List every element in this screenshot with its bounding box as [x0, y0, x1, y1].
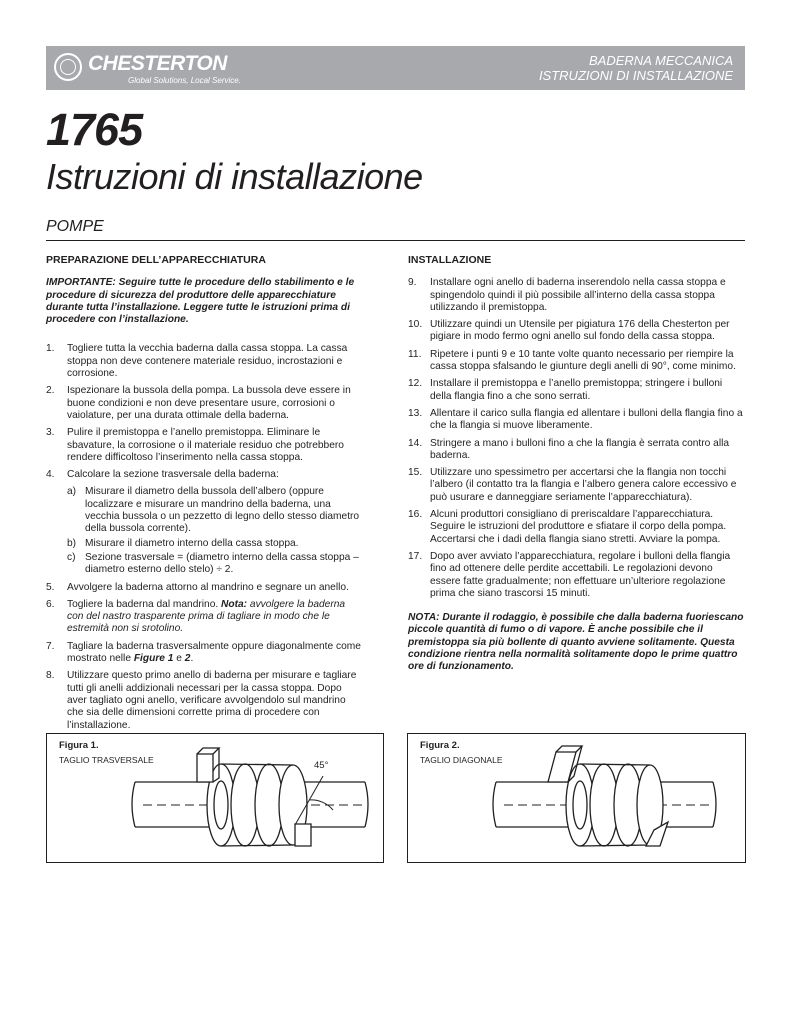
figure-1	[46, 733, 384, 863]
list-item	[408, 438, 746, 463]
step-text: Stringere a mano i bulloni fino a che la flangia è serrata contro alla baderna.	[430, 437, 730, 461]
header-line-1: BADERNA MECCANICA	[589, 53, 733, 68]
step-text: e	[173, 653, 185, 665]
step-number: 16.	[408, 509, 423, 521]
step-text: Allentare il carico sulla flangia ed allentare i bulloni della flangia fino a che la flangia si muove liberamente.	[430, 407, 743, 432]
step-number: 17.	[408, 550, 423, 562]
header-doc-type	[539, 53, 733, 83]
figure-2-label: Figura 2.	[420, 740, 460, 751]
step-text: Installare ogni anello di baderna inserendolo nella cassa stoppa e spingendolo quindi il più possibile all’interno della cassa stoppa utilizzando il premistoppa.	[430, 277, 726, 313]
step-number: 5.	[46, 581, 55, 593]
figure-ref: Figure 1	[133, 653, 174, 665]
list-item	[408, 509, 746, 546]
section-divider	[46, 240, 745, 241]
step-text: .	[190, 653, 194, 665]
step-number: 13.	[408, 407, 423, 419]
sub-steps	[67, 486, 364, 576]
step-text: Utilizzare uno spessimetro per accertarsi che la flangia non tocchi l’albero (il contatto tra la flangia e l’albero genera calore eccessivo e può usurare e danneggiare seriamente l’apparecchiatura).	[430, 467, 737, 503]
list-item	[46, 469, 364, 576]
page-title: Istruzioni di installazione	[46, 156, 423, 197]
step-text: Installare il premistoppa e l’anello premistoppa; stringere i bulloni della flangia fino a che sono serrati.	[430, 378, 723, 402]
step-text: Utilizzare questo primo anello di baderna per misurare e tagliare tutti gli anelli addizionali necessari per la cassa stoppa. Dopo aver tagliato ogni anello, verificare avvolgendolo sul mandrino che sia delle dimensioni corrette prima di procedere con l’installazione.	[67, 670, 357, 731]
step-text: Ripetere i punti 9 e 10 tante volte quanto necessario per riempire la cassa stoppa sfalsando le giunture degli anelli di 90°, come minimo.	[430, 348, 736, 373]
figure-1-caption: TAGLIO TRASVERSALE	[59, 755, 154, 765]
step-number: 8.	[46, 670, 55, 682]
list-item	[408, 378, 746, 403]
sub-item	[67, 486, 364, 535]
brand-tagline: Global Solutions, Local Service.	[128, 76, 241, 85]
sub-step-letter: b)	[67, 537, 77, 549]
list-item	[46, 641, 364, 666]
installation-heading: INSTALLAZIONE	[408, 254, 492, 266]
step-number: 11.	[408, 348, 422, 360]
step-number: 12.	[408, 378, 423, 390]
step-number: 2.	[46, 385, 55, 397]
installation-column	[408, 254, 746, 684]
header-bar	[46, 46, 745, 90]
brand-name: CHESTERTON	[88, 52, 227, 75]
step-number: 3.	[46, 427, 55, 439]
list-item	[408, 349, 746, 374]
step-text: Togliere tutta la vecchia baderna dalla cassa stoppa. La cassa stoppa non deve contenere materiale residuo, incrostazioni e corrosione.	[67, 343, 348, 380]
step-text: Calcolare la sezione trasversale della baderna:	[67, 469, 279, 481]
step-number: 15.	[408, 467, 423, 479]
list-item	[46, 582, 364, 594]
globe-icon	[54, 53, 82, 81]
figure-2-caption: TAGLIO DIAGONALE	[420, 755, 503, 765]
step-number: 10.	[408, 319, 423, 331]
list-item	[46, 670, 364, 731]
sub-step-text: Sezione trasversale = (diametro interno della cassa stoppa – diametro esterno dello stelo) ÷ 2.	[85, 551, 359, 576]
step-text: Pulire il premistoppa e l’anello premistoppa. Eliminare le sbavature, la corrosione o il materiale residuo che potrebbero rendere difficoltoso l’inserimento nella cassa stoppa.	[67, 427, 344, 463]
installation-steps	[408, 277, 746, 600]
list-item	[408, 319, 746, 344]
note-label: Nota:	[221, 598, 248, 610]
section-title: POMPE	[46, 218, 104, 235]
preparation-heading: PREPARAZIONE DELL’APPARECCHIATURA	[46, 254, 266, 266]
header-line-2: ISTRUZIONI DI INSTALLAZIONE	[538, 68, 733, 83]
step-number: 9.	[408, 277, 417, 289]
sub-step-letter: c)	[67, 551, 76, 563]
figure-1-label: Figura 1.	[59, 740, 99, 751]
sub-item	[67, 552, 364, 577]
step-text: Togliere la baderna dal mandrino.	[67, 598, 222, 610]
diagonal-cut-illustration	[408, 734, 747, 864]
cross-cut-illustration	[47, 734, 385, 864]
note-text: avvolgere la baderna con del nastro trasparente prima di tagliare in modo che le estremità non si srotolino.	[67, 598, 346, 635]
step-text: Tagliare la baderna trasversalmente oppure diagonalmente come mostrato nelle	[67, 640, 361, 665]
figure-2	[407, 733, 746, 863]
list-item	[46, 599, 364, 636]
sub-step-letter: a)	[67, 486, 77, 498]
step-text: Avvolgere la baderna attorno al mandrino e segnare un anello.	[67, 581, 349, 593]
important-notice: IMPORTANTE: Seguire tutte le procedure dello stabilimento e le procedure di sicurezza del produttore delle apparecchiature durante tutta l’installazione. Leggere tutte le istruzioni prima di procedere con l’installazione.	[46, 277, 355, 326]
list-item	[46, 385, 364, 422]
list-item	[408, 551, 746, 600]
list-item	[408, 467, 746, 504]
step-number: 1.	[46, 343, 55, 355]
preparation-steps	[46, 343, 364, 731]
preparation-column	[46, 254, 364, 737]
step-text: Ispezionare la bussola della pompa. La bussola deve essere in buone condizioni e non deve presentare usure, corrosioni o vaiolature, per una durata ottimale della baderna.	[67, 385, 351, 421]
step-number: 6.	[46, 598, 55, 610]
step-number: 4.	[46, 469, 55, 481]
step-text: Alcuni produttori consigliano di preriscaldare l’apparecchiatura. Seguire le istruzioni del produttore e sfiatare il corpo della pompa. Accertarsi che i dadi della flangia siano stretti. Avviare la pompa.	[430, 509, 727, 545]
product-code: 1765	[46, 104, 143, 155]
sub-step-text: Misurare il diametro interno della cassa stoppa.	[85, 537, 299, 549]
list-item	[46, 343, 364, 380]
step-number: 14.	[408, 437, 423, 449]
list-item	[408, 277, 746, 314]
step-text: Utilizzare quindi un Utensile per pigiatura 176 della Chesterton per pigiare in modo fermo ogni anello sul fondo della cassa stoppa.	[430, 319, 730, 343]
sub-item	[67, 538, 364, 550]
step-number: 7.	[46, 640, 55, 652]
sub-step-text: Misurare il diametro della bussola dell’albero (oppure localizzare e misurare un mandrino della baderna, una vecchia bussola o un pezzetto di legno dello stesso diametro della bussola corrente).	[85, 486, 360, 535]
list-item	[46, 427, 364, 464]
list-item	[408, 408, 746, 433]
step-text: Dopo aver avviato l’apparecchiatura, regolare i bulloni della flangia fino ad ottenere delle perdite accettabili. Le regolazioni devono essere fatte gradualmente; non effettuare un’ulteriore regolazione prima che siano trascorsi 15 minuti.	[430, 550, 731, 599]
figure-ref: 2	[184, 653, 191, 665]
break-in-note: NOTA: Durante il rodaggio, è possibile che dalla baderna fuoriescano piccole quantità di fumo o di vapore. È anche possibile che il premistoppa sia più bollente di quanto avviene solitamente. Questa condizione rientra nella normalità solitamente dopo le prime quattro ore di funzionamento.	[408, 612, 744, 673]
angle-label: 45°	[314, 760, 329, 771]
